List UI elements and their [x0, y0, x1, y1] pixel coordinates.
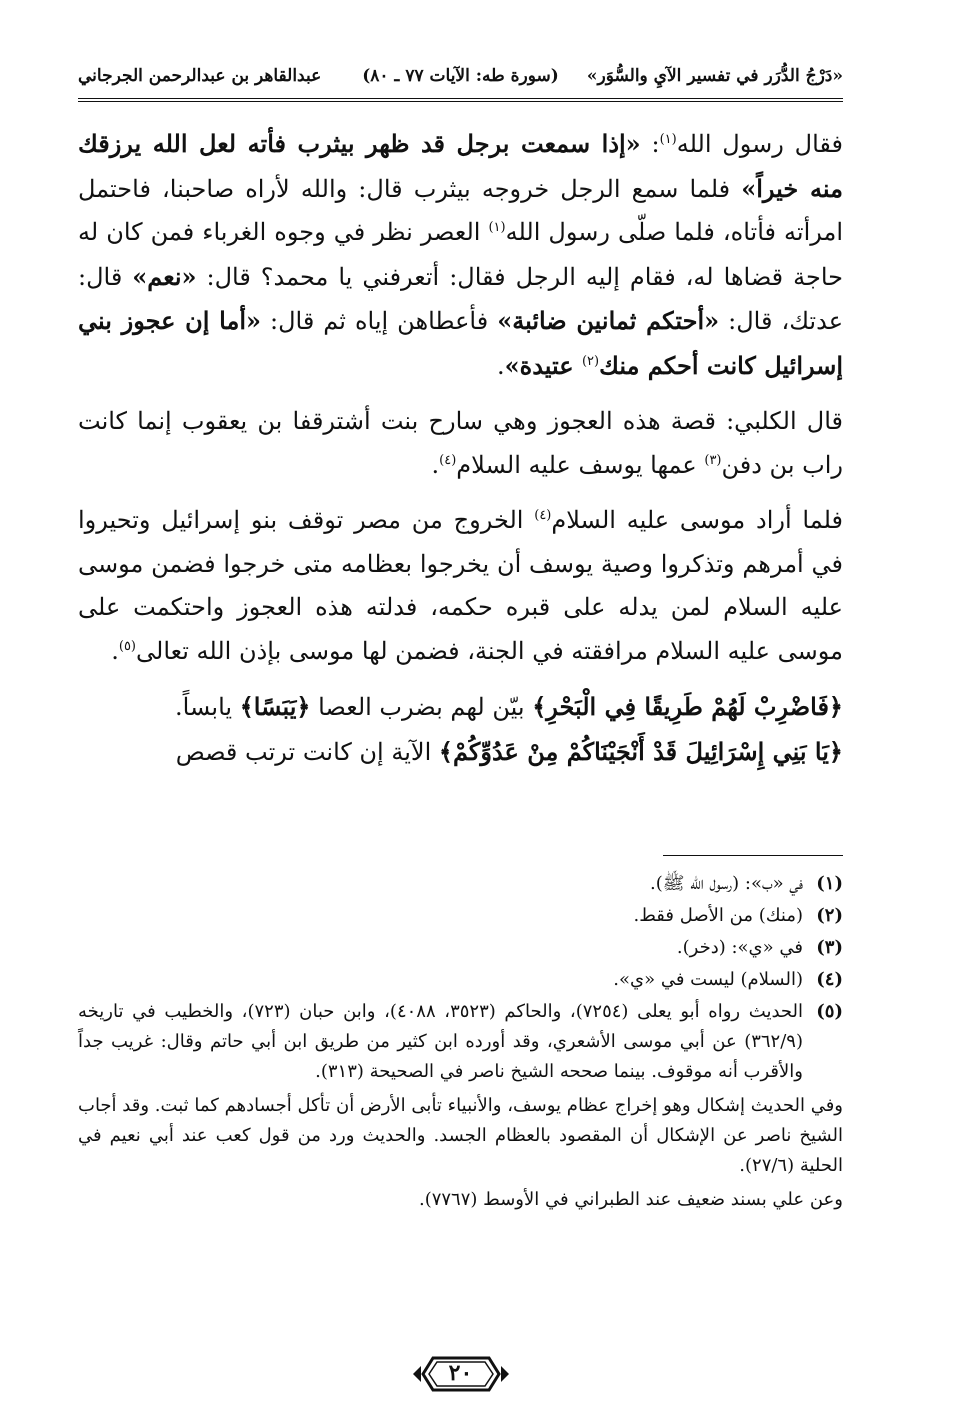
hadith-quote: «إذا سمعت برجل قد ظهر بيثرب فأته لعل الله يرزقك منه خيراً» [78, 129, 844, 203]
footnote-text: (السلام) ليست في «ي». [613, 969, 803, 990]
footnote-item [78, 869, 843, 899]
footnote-marker: (٤) [439, 452, 457, 468]
book-title: «دَرْجُ الدُّرَر في تفسير الآيِ والسُّوَر» [586, 66, 843, 86]
footnote-number: (٣) [816, 937, 843, 958]
text-segment: العصر نظر في وجوه الغرباء فمن كان له حاجة قضاها له، فقام إليه الرجل فقال: أتعرفني يا محمد؟ قال: [78, 218, 843, 291]
header-rule-thin [78, 101, 843, 102]
text-segment: فقال رسول الله [676, 130, 844, 158]
footnote-marker: (١) [659, 132, 677, 147]
paragraph-2 [78, 400, 843, 487]
text-segment: فلما سمع الرجل خروجه بيثرب قال: والله لأراه صاحبنا، فاحتمل امرأته فأتاه، فلما صلّى رسول الله [78, 174, 844, 246]
text-segment: . [431, 450, 440, 479]
footnote-marker: (١) [488, 220, 506, 235]
footnotes [78, 867, 843, 1215]
footnote-continuation: وعن علي بسند ضعيف عند الطبراني في الأوسط (٧٧٦٧). [418, 1189, 843, 1210]
footnote-item [78, 901, 843, 931]
quran-verse: ﴿فَاضْرِبْ لَهُمْ طَرِيقًا فِي الْبَحْرِ﴾ [532, 692, 843, 721]
footnote-marker: (٣) [704, 452, 722, 468]
page-number-ornament [411, 1352, 511, 1396]
footnote-number: (٢) [816, 905, 843, 926]
text-segment: . [496, 351, 505, 380]
footnote-item [78, 933, 843, 963]
main-text [78, 122, 843, 774]
text-segment: . [111, 636, 119, 665]
footnote-number: (٤) [816, 969, 843, 990]
footnote-continuation: وفي الحديث إشكال وهو إخراج عظام يوسف، والأنبياء تأبى الأرض أن تأكل أجسادهم كما ثبت. وقد أجاب الشيخ ناصر عن الإشكال أن المقصود بالعظام الجسد. والحديث ورد من قول كعب عند أبي نعيم في الحلية (٢٧/٦). [78, 1095, 843, 1176]
paragraph-5 [78, 730, 843, 775]
footnote-item [78, 997, 843, 1087]
footnote-text: الحديث رواه أبو يعلى (٧٢٥٤)، والحاكم (٣٥٢٣، ٤٠٨٨)، وابن حبان (٧٢٣)، والخطيب في تاريخه (٣٦٢/٩) عن أبي موسى الأشعري، وقد أورده ابن كثير من طريق ابن أبي حاتم وقال: غريب جداً والأقرب أنه موقوف. بينما صححه الشيخ ناصر في الصحيحة (٣١٣). [78, 1001, 804, 1082]
page [78, 52, 843, 1392]
footnote-number: (٥) [816, 1001, 843, 1022]
paragraph-4 [78, 685, 843, 730]
text-segment: : [640, 130, 660, 158]
text-segment: بيّن لهم بضرب العصا [310, 693, 533, 721]
author-name: عبدالقاهر بن عبدالرحمن الجرجاني [78, 66, 322, 86]
hadith-quote: «أحتكم ثمانين ضائبة» [497, 306, 720, 335]
text-segment: الآية إن كانت ترتب قصص [175, 737, 439, 766]
text-segment: قال: عدتك، قال: [78, 262, 844, 335]
header-rule [78, 98, 843, 99]
hadith-quote: «نعم» [132, 261, 197, 291]
footnote-item [78, 965, 843, 995]
surah-reference: (سورة طه: الآيات ٧٧ ـ ٨٠) [362, 66, 559, 86]
page-number: ٢٠ [448, 1360, 473, 1386]
hadith-quote: عتيدة» [504, 350, 582, 380]
paragraph-3 [78, 499, 843, 673]
footnote-marker: (٥) [118, 638, 136, 654]
text-segment: فأعطاهن إياه ثم قال: [261, 307, 498, 335]
quran-verse: ﴿يَبَسًا﴾ [239, 692, 311, 721]
paragraph-1 [78, 122, 843, 388]
text-segment: عمها يوسف عليه السلام [456, 450, 705, 479]
footnote-number: (١) [816, 873, 843, 894]
footnote-text: في «ي»: (دخر). [676, 937, 803, 958]
text-segment: فلما أراد موسى عليه السلام [551, 506, 843, 534]
footnote-separator [663, 855, 843, 856]
text-segment: الخروج من مصر توقف بنو إسرائيل وتحيروا في أمرهم وتذكروا وصية يوسف أن يخرجوا بعظامه متى خرجوا فضمن موسى عليه السلام لمن يدله على قبره حكمه، فدلته هذه العجوز واحتكمت على موسى عليه السلام مرافقته في الجنة، فضمن لها موسى بإذن الله تعالى [78, 506, 843, 665]
text-segment: قال الكلبي: قصة هذه العجوز وهي سارح بنت أشترقفا بن يعقوب إنما كانت راب بن دفن [78, 407, 843, 479]
footnote-marker: (٤) [534, 508, 552, 523]
footnote-text: (منك) من الأصل فقط. [633, 905, 803, 926]
quran-verse: ﴿يَا بَنِي إِسْرَائِيلَ قَدْ أَنْجَيْنَاكُمْ مِنْ عَدُوِّكُمْ﴾ [438, 736, 843, 766]
hadith-quote: «أما إن عجوز بني إسرائيل كانت أحكم منك [78, 306, 843, 380]
text-segment: يابساً. [175, 693, 240, 721]
running-header [78, 60, 843, 100]
footnote-text: في «ب»: (رسول الله ﷺ). [650, 873, 803, 894]
footnote-marker: (٢) [581, 353, 600, 369]
